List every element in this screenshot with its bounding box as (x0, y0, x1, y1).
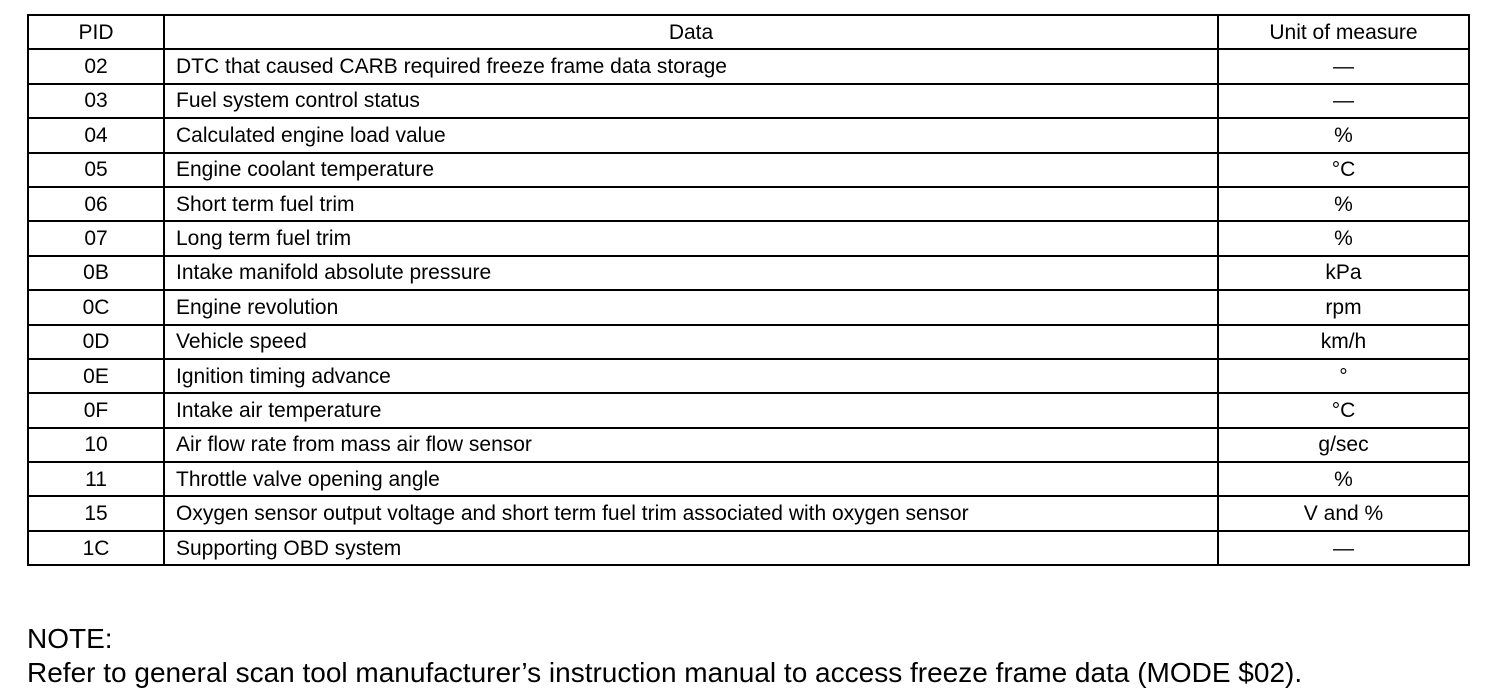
cell-pid: 04 (28, 118, 164, 152)
cell-unit: — (1218, 531, 1469, 565)
cell-unit: — (1218, 49, 1469, 83)
cell-unit: ° (1218, 359, 1469, 393)
cell-data: Engine revolution (164, 290, 1218, 324)
cell-data: Calculated engine load value (164, 118, 1218, 152)
table-row (28, 221, 1469, 255)
cell-unit: % (1218, 462, 1469, 496)
cell-data: Oxygen sensor output voltage and short term fuel trim associated with oxygen sensor (164, 496, 1218, 530)
cell-unit: % (1218, 118, 1469, 152)
cell-data: Engine coolant temperature (164, 153, 1218, 187)
cell-unit: — (1218, 84, 1469, 118)
note-block (27, 622, 1302, 690)
table-row (28, 153, 1469, 187)
table-header-row (28, 15, 1469, 49)
table-row (28, 428, 1469, 462)
table-row (28, 187, 1469, 221)
cell-unit: kPa (1218, 256, 1469, 290)
cell-data: Short term fuel trim (164, 187, 1218, 221)
cell-pid: 0D (28, 325, 164, 359)
freeze-frame-pid-table (27, 14, 1470, 566)
cell-pid: 03 (28, 84, 164, 118)
table-row (28, 325, 1469, 359)
cell-pid: 0E (28, 359, 164, 393)
table-row (28, 393, 1469, 427)
table-row (28, 359, 1469, 393)
cell-pid: 11 (28, 462, 164, 496)
cell-data: Air flow rate from mass air flow sensor (164, 428, 1218, 462)
cell-data: Intake air temperature (164, 393, 1218, 427)
cell-data: DTC that caused CARB required freeze frame data storage (164, 49, 1218, 83)
cell-pid: 05 (28, 153, 164, 187)
cell-pid: 06 (28, 187, 164, 221)
cell-unit: g/sec (1218, 428, 1469, 462)
header-data: Data (164, 15, 1218, 49)
header-unit: Unit of measure (1218, 15, 1469, 49)
cell-pid: 0F (28, 393, 164, 427)
table-row (28, 118, 1469, 152)
table-row (28, 290, 1469, 324)
cell-pid: 1C (28, 531, 164, 565)
header-pid: PID (28, 15, 164, 49)
table-row (28, 84, 1469, 118)
table-row (28, 49, 1469, 83)
cell-pid: 10 (28, 428, 164, 462)
cell-data: Vehicle speed (164, 325, 1218, 359)
table-row (28, 462, 1469, 496)
cell-unit: % (1218, 187, 1469, 221)
cell-data: Ignition timing advance (164, 359, 1218, 393)
cell-unit: rpm (1218, 290, 1469, 324)
cell-data: Fuel system control status (164, 84, 1218, 118)
note-text: Refer to general scan tool manufacturer’s instruction manual to access freeze frame data (MODE $02). (27, 657, 1303, 688)
cell-data: Long term fuel trim (164, 221, 1218, 255)
cell-pid: 02 (28, 49, 164, 83)
cell-pid: 07 (28, 221, 164, 255)
table-row (28, 496, 1469, 530)
cell-data: Supporting OBD system (164, 531, 1218, 565)
cell-data: Intake manifold absolute pressure (164, 256, 1218, 290)
cell-unit: °C (1218, 393, 1469, 427)
note-heading: NOTE: (27, 623, 113, 654)
table-row (28, 531, 1469, 565)
cell-unit: km/h (1218, 325, 1469, 359)
cell-unit: °C (1218, 153, 1469, 187)
cell-pid: 0C (28, 290, 164, 324)
cell-unit: V and % (1218, 496, 1469, 530)
cell-data: Throttle valve opening angle (164, 462, 1218, 496)
table-row (28, 256, 1469, 290)
cell-pid: 15 (28, 496, 164, 530)
cell-pid: 0B (28, 256, 164, 290)
table-body (28, 49, 1469, 565)
cell-unit: % (1218, 221, 1469, 255)
